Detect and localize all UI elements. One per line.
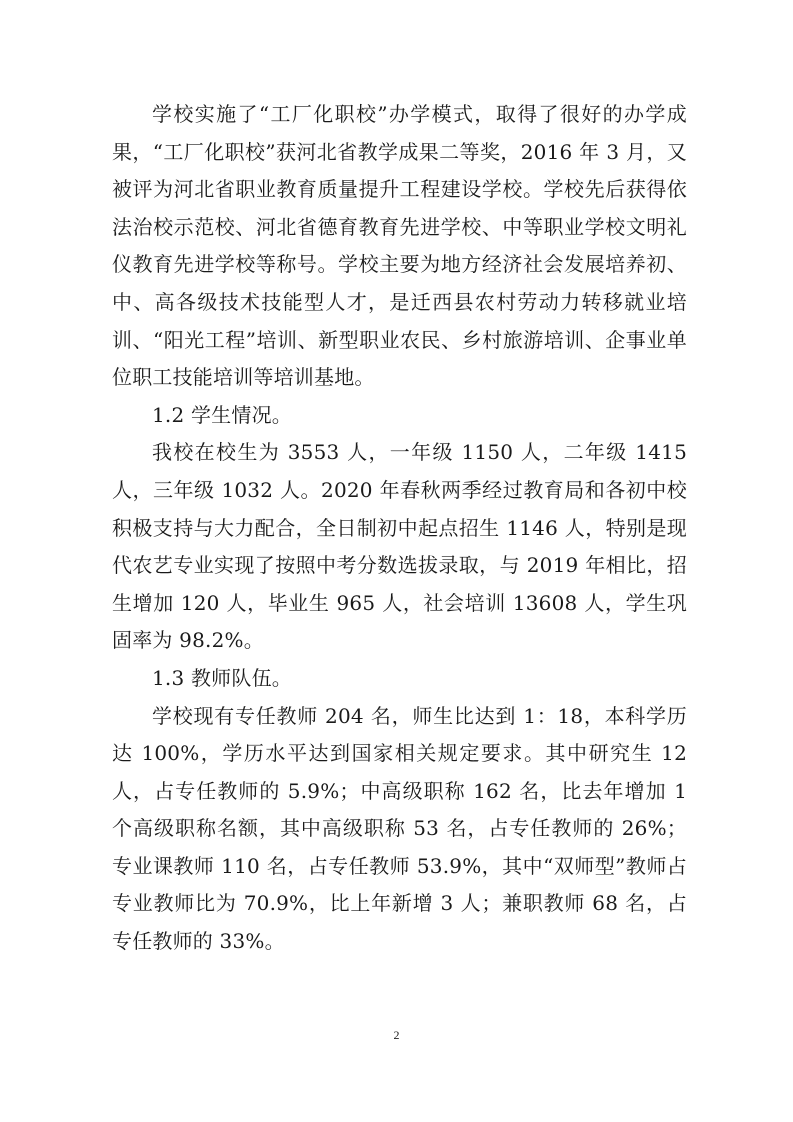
teachers-section-heading: 1.3 教师队伍。: [152, 665, 292, 690]
students-paragraph: 我校在校生为 3553 人，一年级 1150 人，二年级 1415 人，三年级 1032 人。2020 年春秋两季经过教育局和各初中校积极支持与大力配合，全日制初中起点招生 1146 人，特别是现代农艺专业实现了按照中考分数选拔录取，与 2019 年相比，招生增加 120 人，毕业生 965 人，社会培训 13608 人，学生巩固率为 98.2%。: [112, 440, 687, 653]
page-number: 2: [393, 1028, 400, 1042]
teachers-paragraph: 学校现有专任教师 204 名，师生比达到 1：18，本科学历达 100%，学历水平达到国家相关规定要求。其中研究生 12 人，占专任教师的 5.9%；中高级职称 162 名，比去年增加 1 个高级职称名额，其中高级职称 53 名，占专任教师的 26%；专业课教师 110 名，占专任教师 53.9%，其中“双师型”教师占专业教师比为 70.9%，比上年新增 3 人；兼职教师 68 名，占专任教师的 33%。: [112, 703, 687, 954]
school-achievements-paragraph: 学校实施了“工厂化职校”办学模式，取得了很好的办学成果，“工厂化职校”获河北省教学成果二等奖，2016 年 3 月，又被评为河北省职业教育质量提升工程建设学校。学校先后获得依法治校示范校、河北省德育教育先进学校、中等职业学校文明礼仪教育先进学校等称号。学校主要为地方经济社会发展培养初、中、高各级技术技能型人才，是迁西县农村劳动力转移就业培训、“阳光工程”培训、新型职业农民、乡村旅游培训、企事业单位职工技能培训等培训基地。: [112, 102, 687, 390]
page-content: [112, 96, 687, 961]
students-section-heading: 1.2 学生情况。: [152, 402, 292, 427]
